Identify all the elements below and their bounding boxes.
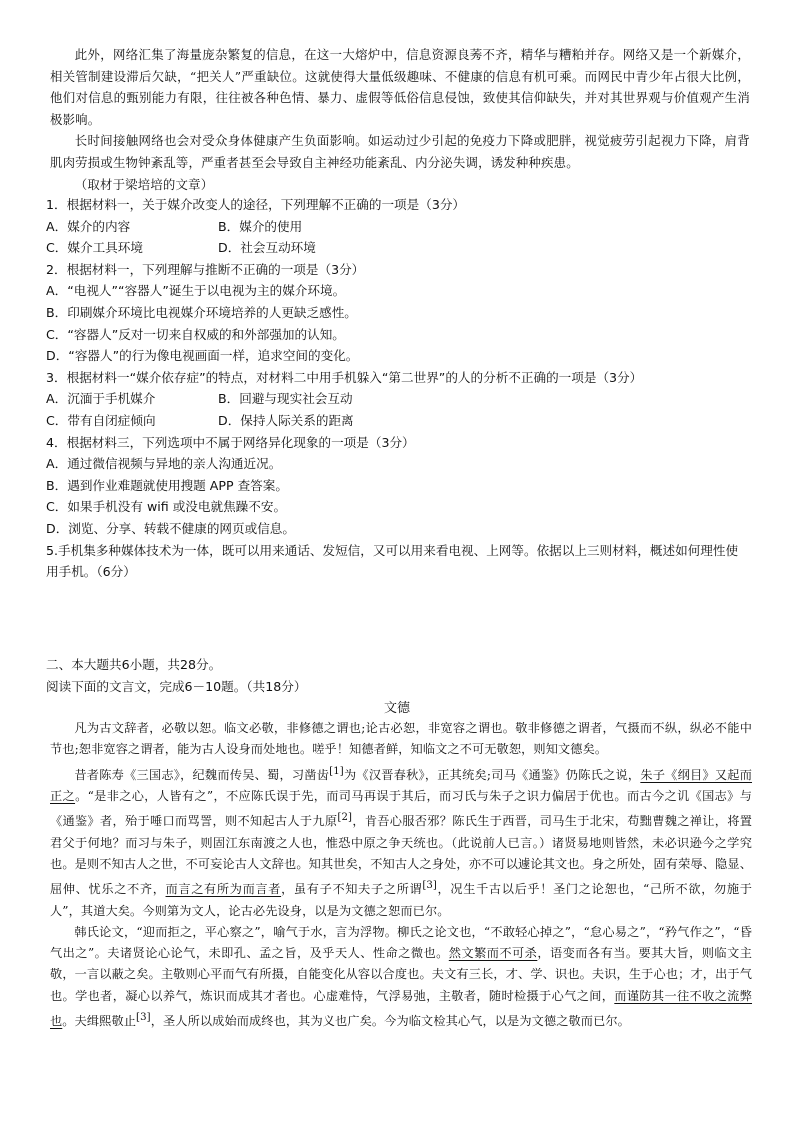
question-1-stem: 1．根据材料一，关于媒介改变人的途径，下列理解不正确的一项是（3分）: [46, 197, 466, 212]
material-3-paragraph-2: 长时间接触网络也会对受众身体健康产生负面影响。如运动过少引起的免疫力下降或肥胖，视觉疲劳引起视力下降，肩背肌肉劳损或生物钟紊乱等，严重者甚至会导致自主神经功能紊乱、内分泌失调，诱发种种疾患。: [50, 133, 750, 170]
question-1-option-b: B．媒介的使用: [218, 218, 303, 234]
question-1-options-row-2: [46, 237, 750, 259]
question-4-option-a: A．通过微信视频与异地的亲人沟通近况。: [46, 456, 282, 472]
question-2-option-d: D．“容器人”的行为像电视画面一样，追求空间的变化。: [46, 348, 359, 364]
footnote-marker: [3]: [422, 880, 437, 892]
question-2-option-b: B．印刷媒介环境比电视媒介环境培养的人更缺乏感性。: [46, 304, 357, 320]
text-span: ，况生千古以后乎！圣门之论恕也，“己所不欲，勿施于人”，其道大矣。今则第为文人，论古必先设身，以是为文德之恕而已尔。: [50, 882, 752, 918]
footnote-marker: [2]: [337, 812, 353, 824]
underlined-sentence: 而言之有所为而言者: [165, 882, 282, 897]
question-2-option-a: A．“电视人”“容器人”诞生于以电视为主的媒介环境。: [46, 283, 346, 299]
question-1-option-a: A．媒介的内容: [46, 218, 131, 234]
section-2-heading: 二、本大题共6小题，共28分。: [46, 657, 222, 672]
text-span: 为《汉晋春秋》，正其统矣;司马《通鉴》仍陈氏之说，: [343, 767, 641, 782]
text-span: 昔者陈寿《三国志》，纪魏而传吴、蜀，习凿齿: [74, 767, 330, 782]
underlined-sentence: 朱子《纲目》又起而正之: [50, 767, 753, 803]
section-2-header: [46, 654, 750, 698]
classical-paragraph-3: [50, 922, 752, 1033]
underlined-sentence: 然文繁而不可杀: [448, 946, 538, 961]
question-3-option-a: A．沉湎于手机媒介: [46, 391, 156, 407]
section-2-instruction: 阅读下面的文言文，完成6－10题。（共18分）: [46, 679, 307, 694]
question-3-option-d: D．保持人际关系的距离: [218, 412, 354, 428]
material-source: （取材于梁培培的文章）: [74, 176, 214, 192]
question-1-options-row-1: [46, 216, 750, 238]
question-1-option-d: D．社会互动环境: [218, 240, 316, 256]
text-span: ，语变而各有当。要其大旨，则临文主敬，一言以蔽之矣。主敬则心平而气有所摄，自能变化从容以合度也。夫文有三长，才、学、识也。夫识，生于心也；才，出于气也。学也者，凝心以养气，炼识而成其才者也。心虚难恃，气浮易弛，主敬者，随时检摄于心气之间，: [50, 946, 753, 1003]
question-3-options-row-1: [46, 388, 750, 410]
question-4-stem: 4．根据材料三，下列选项中不属于网络异化现象的一项是（3分）: [46, 434, 415, 450]
passage-title: 文德: [383, 701, 410, 716]
question-3-option-b: B．回避与现实社会互动: [218, 391, 353, 407]
text-span: 韩氏论文，“迎而拒之，平心察之”，喻气于水，言为浮物。柳氏之论文也，“不敢轻心掉之”，“怠心易之”，“矜气作之”，“昏气出之”。夫诸贤论心论气，未即孔、孟之旨，及乎天人、性命之微也。: [50, 924, 752, 961]
text-span: ，虽有子不知夫子之所谓: [281, 882, 423, 897]
question-1-option-c: C．媒介工具环境: [46, 240, 143, 256]
question-3-stem: 3．根据材料一“媒介依存症”的特点，对材料二中用手机躲入“第二世界”的人的分析不正确的一项是（3分）: [46, 369, 643, 385]
question-4-option-c: C．如果手机没有 wifi 或没电就焦躁不安。: [46, 499, 287, 515]
question-5-stem: 5.手机集多种媒体技术为一体，既可以用来通话、发短信，又可以用来看电视、上网等。依据以上三则材料，概述如何理性使用手机。（6分）: [46, 542, 739, 580]
material-3-passage: [50, 44, 750, 195]
material-3-paragraph-1: 此外，网络汇集了海量庞杂繁复的信息，在这一大熔炉中，信息资源良莠不齐，精华与糟粕并存。网络又是一个新媒介，相关管制建设滞后欠缺，“把关人”严重缺位。这就使得大量低级趣味、不健康的信息有机可乘。而网民中青少年占很大比例，他们对信息的甄别能力有限，往往被各种色情、暴力、虚假等低俗信息侵蚀，致使其信仰缺失，并对其世界观与价值观产生消极影响。: [50, 47, 750, 127]
question-3-option-c: C．带有自闭症倾向: [46, 412, 156, 428]
footnote-marker: [3]: [136, 1012, 151, 1024]
classical-passage: [50, 718, 752, 1032]
question-4-option-b: B．遇到作业难题就使用搜题 APP 查答案。: [46, 477, 288, 493]
classical-paragraph-1: 凡为古文辞者，必敬以恕。临文必敬，非修德之谓也;论古必恕，非宽容之谓也。敬非修德之谓者，气摄而不纵，纵必不能中节也;恕非宽容之谓者，能为古人设身而处地也。嗟乎！知德者鲜，知临文之不可无敬恕，则知文德矣。: [50, 721, 752, 757]
footnote-marker: [1]: [329, 765, 344, 777]
question-2-option-c: C．“容器人”反对一切来自权威的和外部强加的认知。: [46, 326, 345, 342]
text-span: ，圣人所以成始而成终也，其为义也广矣。今为临文检其心气，以是为文德之敬而已尔。: [150, 1014, 630, 1029]
text-span: 。“是非之心，人皆有之”，不应陈氏误于先，而司马再误于其后，而习氏与朱子之识力偏居于优也。而古今之讥《国志》与《通鉴》者，殆于唾口而骂詈，则不知起古人于九原: [50, 788, 752, 829]
text-span: ，肯吾心服否邪？陈氏生于西晋，司马生于北宋，苟黜曹魏之禅让，将置君父于何地？而习与朱子，则固江东南渡之人也，惟恐中原之争天统也。（此说前人已言。）诸贤易地则皆然，未必识逊今之学究也。是则不知古人之世，不可妄论古人文辞也。知其世矣，不知古人之身处，亦不可以遽论其文也。身之所处，固有荣辱、隐显、屈伸、忧乐之不齐，: [50, 814, 752, 897]
question-4-option-d: D．浏览、分享、转载不健康的网页或信息。: [46, 520, 295, 536]
classical-paragraph-2: [50, 761, 752, 922]
question-2-stem: 2．根据材料一，下列理解与推断不正确的一项是（3分）: [46, 261, 365, 277]
underlined-sentence: 而谨防其一往不收之流弊也: [50, 988, 753, 1029]
questions-block: [46, 194, 750, 583]
question-3-options-row-2: [46, 410, 750, 432]
text-span: 。夫缉熙敬止: [62, 1014, 137, 1029]
